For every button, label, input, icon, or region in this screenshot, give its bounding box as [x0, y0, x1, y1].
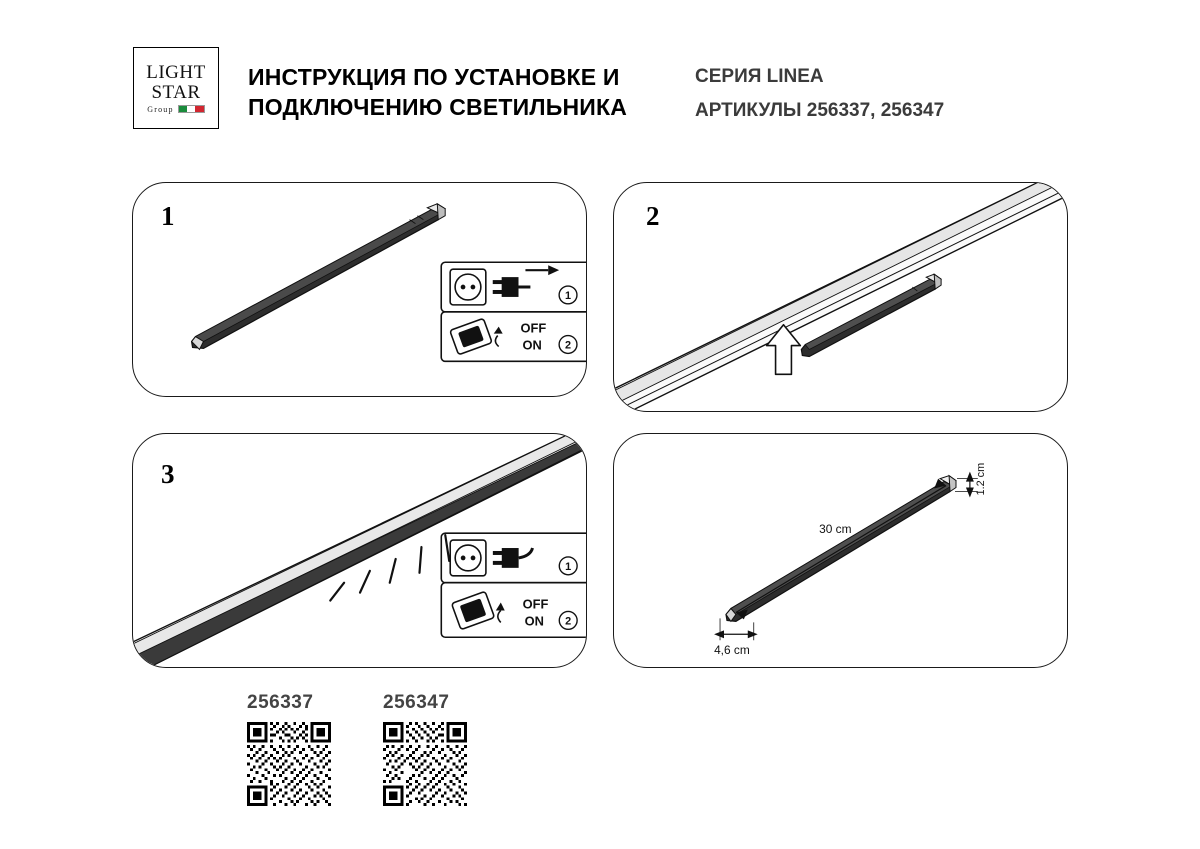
legend-socket-row [441, 533, 586, 583]
width-label: 4,6 cm [714, 643, 750, 658]
step-panel-3 [132, 433, 587, 668]
step-1-illustration [133, 183, 586, 396]
legend-socket-marker: 1 [565, 560, 572, 573]
legend-switch-on: ON [522, 337, 542, 353]
qr-code-256337[interactable] [247, 722, 331, 806]
dimensions-panel [613, 433, 1068, 668]
legend-socket-marker: 1 [565, 289, 572, 302]
page-title-line-1: ИНСТРУКЦИЯ ПО УСТАНОВКЕ И [248, 64, 620, 90]
brand-logo [133, 47, 219, 129]
document-header [0, 0, 1200, 160]
series-label: СЕРИЯ LINEA [695, 66, 824, 87]
qr-label: 256347 [383, 692, 450, 713]
legend-switch-row [441, 312, 586, 362]
step-panel-2 [613, 182, 1068, 412]
legend-switch-row [441, 583, 586, 638]
step-panel-1 [132, 182, 587, 397]
step-2-illustration [614, 183, 1067, 411]
step-number-2: 2 [646, 201, 660, 231]
step-number-1: 1 [161, 201, 175, 231]
page-title [248, 62, 668, 122]
logo-word-group: Group [147, 104, 174, 114]
height-label: 1.2 cm [974, 462, 987, 496]
qr-block [383, 692, 467, 806]
dimensions-illustration [614, 434, 1067, 667]
length-label: 30 cm [819, 522, 852, 537]
legend-switch-marker: 2 [565, 615, 572, 628]
qr-code-256347[interactable] [383, 722, 467, 806]
luminaire-bar-icon [192, 204, 446, 350]
legend-switch-marker: 2 [565, 339, 572, 352]
qr-label: 256337 [247, 692, 314, 713]
legend-switch-off: OFF [520, 320, 547, 336]
step-number-3: 3 [161, 459, 175, 489]
legend-switch-off: OFF [522, 596, 549, 612]
logo-word-light: LIGHT [146, 61, 206, 83]
logo-word-star: STAR [151, 81, 201, 103]
legend-switch-on: ON [524, 613, 544, 629]
qr-block [247, 692, 331, 806]
articles-label: АРТИКУЛЫ 256337, 256347 [695, 100, 945, 121]
step-3-illustration [133, 434, 586, 667]
product-info [695, 62, 1125, 126]
ceiling-track-icon [614, 183, 1067, 411]
page-title-line-2: ПОДКЛЮЧЕНИЮ СВЕТИЛЬНИКА [248, 94, 628, 120]
italian-flag-icon [178, 105, 205, 113]
legend-socket-row [441, 262, 586, 312]
